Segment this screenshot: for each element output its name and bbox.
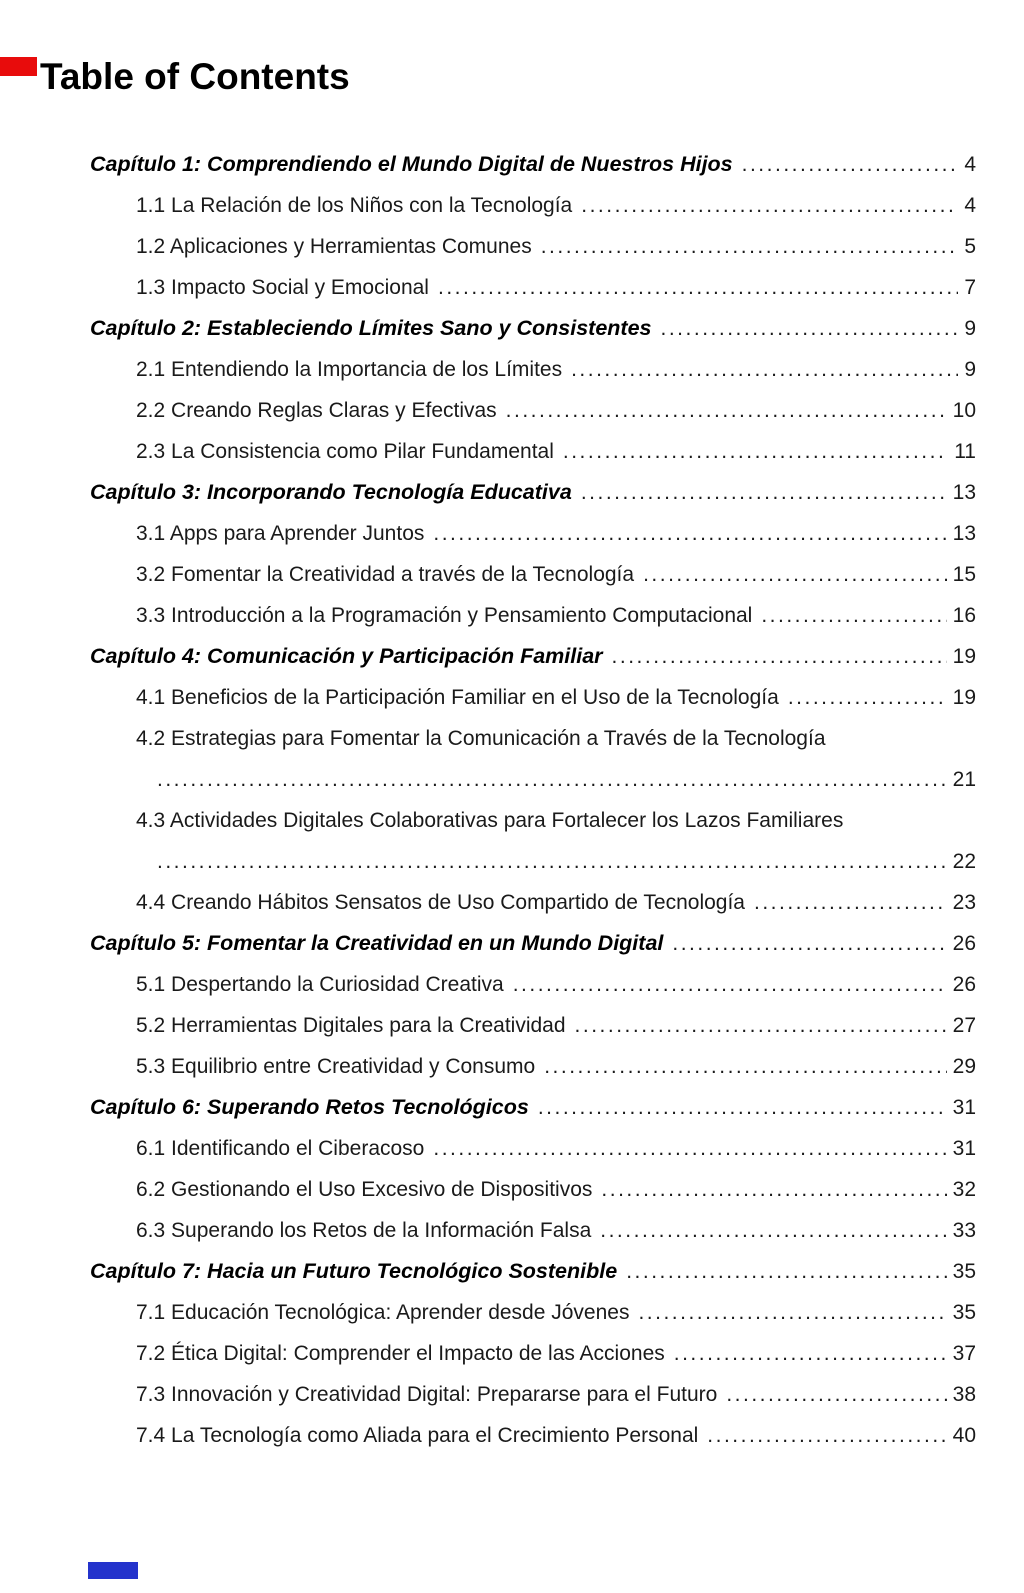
toc-entry-page-number: 4 [964,152,976,176]
toc-entry-page-number: 31 [952,1095,976,1119]
toc-entry-title: 3.3 Introducción a la Programación y Pensamiento Computacional [136,603,753,627]
toc-entry-page-number: 33 [952,1218,976,1242]
toc-entry-page-number: 31 [952,1136,976,1160]
toc-entry-page-number: 29 [952,1054,976,1078]
toc-entry-title: 4.3 Actividades Digitales Colaborativas para Fortalecer los Lazos Familiares [136,808,844,832]
dot-leader [571,349,958,390]
toc-section-entry[interactable] [90,800,976,841]
dot-leader [433,513,946,554]
toc-entry-page-number: 9 [964,357,976,381]
toc-entry-page-number: 27 [952,1013,976,1037]
toc-entry-page-number: 13 [952,521,976,545]
toc-section-entry[interactable] [90,513,976,554]
toc-entry-title: Capítulo 4: Comunicación y Participación Familiar [90,643,603,668]
dot-leader [544,1046,946,1087]
toc-entry-page-number: 19 [952,644,976,668]
toc-chapter-entry[interactable] [90,1251,976,1292]
toc-entry-title: 1.2 Aplicaciones y Herramientas Comunes [136,234,532,258]
toc-entry-title: Capítulo 2: Estableciendo Límites Sano y Consistentes [90,315,652,340]
toc-entry-title: 5.2 Herramientas Digitales para la Creatividad [136,1013,566,1037]
toc-entry-title: 4.1 Beneficios de la Participación Familiar en el Uso de la Tecnología [136,685,779,709]
toc-section-entry[interactable] [90,1374,976,1415]
toc-entry-title: 3.2 Fomentar la Creatividad a través de la Tecnología [136,562,635,586]
dot-leader [581,185,958,226]
corner-red-mark [0,57,37,76]
footer-blue-mark [88,1562,138,1579]
toc-chapter-entry[interactable] [90,1087,976,1128]
toc-entry-title: 2.2 Creando Reglas Claras y Efectivas [136,398,497,422]
toc-entry-page-number: 15 [952,562,976,586]
toc-entry-title: 3.1 Apps para Aprender Juntos [136,521,425,545]
dot-leader [506,390,947,431]
toc-section-entry[interactable] [90,1128,976,1169]
toc-chapter-entry[interactable] [90,144,976,185]
toc-entry-page-number: 5 [964,234,976,258]
dot-leader [538,1087,947,1128]
toc-entry-title: 1.3 Impacto Social y Emocional [136,275,429,299]
toc-entry-title: 7.3 Innovación y Creatividad Digital: Prepararse para el Futuro [136,1382,718,1406]
dot-leader [707,1415,946,1456]
toc-section-entry[interactable] [90,882,976,923]
dot-leader [438,267,958,308]
toc-section-entry[interactable] [90,554,976,595]
toc-entry-title: Capítulo 3: Incorporando Tecnología Educativa [90,479,572,504]
toc-chapter-entry[interactable] [90,923,976,964]
dot-leader [157,759,947,800]
dot-leader [626,1251,946,1292]
toc-section-entry[interactable] [90,185,976,226]
toc-section-entry[interactable] [90,677,976,718]
toc-section-entry[interactable] [90,1333,976,1374]
page-title: Table of Contents [40,56,350,97]
dot-leader [726,1374,946,1415]
toc-entry-title: Capítulo 1: Comprendiendo el Mundo Digital de Nuestros Hijos [90,151,733,176]
toc-section-entry[interactable] [90,964,976,1005]
toc-entry-title: 2.1 Entendiendo la Importancia de los Límites [136,357,563,381]
toc-entry-page-number: 37 [952,1341,976,1365]
toc-entry-title: Capítulo 6: Superando Retos Tecnológicos [90,1094,529,1119]
toc-entry-title: 1.1 La Relación de los Niños con la Tecnología [136,193,573,217]
toc-entry-page-number: 10 [952,398,976,422]
toc-section-entry[interactable] [90,718,976,759]
dot-leader [612,636,947,677]
dot-leader [643,554,947,595]
toc-entry-title: 4.2 Estrategias para Fomentar la Comunicación a Través de la Tecnología [136,726,826,750]
toc-entry-title: 2.3 La Consistencia como Pilar Fundamental [136,439,554,463]
toc-section-entry[interactable] [90,595,976,636]
toc-entry-title: 7.2 Ética Digital: Comprender el Impacto de las Acciones [136,1341,665,1365]
dot-leader [601,1169,946,1210]
toc-entry-page-number: 7 [964,275,976,299]
toc-entry-page-number: 13 [952,480,976,504]
dot-leader [433,1128,946,1169]
toc-entry-page-number: 23 [952,890,976,914]
toc-chapter-entry[interactable] [90,472,976,513]
toc-entry-page-number: 22 [952,849,976,873]
toc-entry-title: Capítulo 5: Fomentar la Creatividad en un Mundo Digital [90,930,664,955]
dot-leader [674,1333,947,1374]
dot-leader [600,1210,946,1251]
toc-entry-page-number: 4 [964,193,976,217]
toc-entry-title: 5.3 Equilibrio entre Creatividad y Consumo [136,1054,536,1078]
toc-entry-title: 6.3 Superando los Retos de la Información Falsa [136,1218,592,1242]
dot-leader [575,1005,947,1046]
dot-leader [661,308,959,349]
toc [90,144,976,1456]
toc-chapter-entry[interactable] [90,636,976,677]
toc-entry-page-number: 21 [952,767,976,791]
dot-leader [754,882,947,923]
dot-leader [742,144,959,185]
toc-entry-page-number: 32 [952,1177,976,1201]
toc-entry-title: 6.2 Gestionando el Uso Excesivo de Dispositivos [136,1177,593,1201]
dot-leader [541,226,959,267]
toc-section-entry[interactable] [90,226,976,267]
toc-section-entry-continuation[interactable] [90,759,976,800]
dot-leader [638,1292,946,1333]
toc-entry-title: 7.4 La Tecnología como Aliada para el Crecimiento Personal [136,1423,699,1447]
toc-chapter-entry[interactable] [90,308,976,349]
toc-entry-title: 4.4 Creando Hábitos Sensatos de Uso Compartido de Tecnología [136,890,745,914]
toc-section-entry[interactable] [90,1169,976,1210]
toc-entry-page-number: 26 [952,972,976,996]
toc-entry-page-number: 38 [952,1382,976,1406]
toc-section-entry[interactable] [90,1046,976,1087]
toc-entry-title: 7.1 Educación Tecnológica: Aprender desde Jóvenes [136,1300,630,1324]
toc-section-entry[interactable] [90,349,976,390]
dot-leader [157,841,947,882]
toc-entry-title: 6.1 Identificando el Ciberacoso [136,1136,425,1160]
dot-leader [563,431,948,472]
toc-section-entry[interactable] [90,431,976,472]
toc-entry-page-number: 35 [952,1300,976,1324]
toc-entry-page-number: 35 [952,1259,976,1283]
toc-section-entry[interactable] [90,267,976,308]
dot-leader [672,923,946,964]
toc-entry-title: Capítulo 7: Hacia un Futuro Tecnológico Sostenible [90,1258,618,1283]
toc-entry-page-number: 16 [952,603,976,627]
toc-entry-page-number: 9 [964,316,976,340]
toc-entry-page-number: 19 [952,685,976,709]
toc-entry-page-number: 11 [954,439,976,463]
toc-entry-page-number: 40 [952,1423,976,1447]
dot-leader [581,472,947,513]
toc-entry-title: 5.1 Despertando la Curiosidad Creativa [136,972,504,996]
dot-leader [761,595,946,636]
toc-section-entry[interactable] [90,390,976,431]
toc-section-entry[interactable] [90,1292,976,1333]
toc-entry-page-number: 26 [952,931,976,955]
toc-section-entry[interactable] [90,1005,976,1046]
toc-section-entry[interactable] [90,1415,976,1456]
dot-leader [788,677,947,718]
dot-leader [513,964,947,1005]
toc-section-entry-continuation[interactable] [90,841,976,882]
toc-section-entry[interactable] [90,1210,976,1251]
